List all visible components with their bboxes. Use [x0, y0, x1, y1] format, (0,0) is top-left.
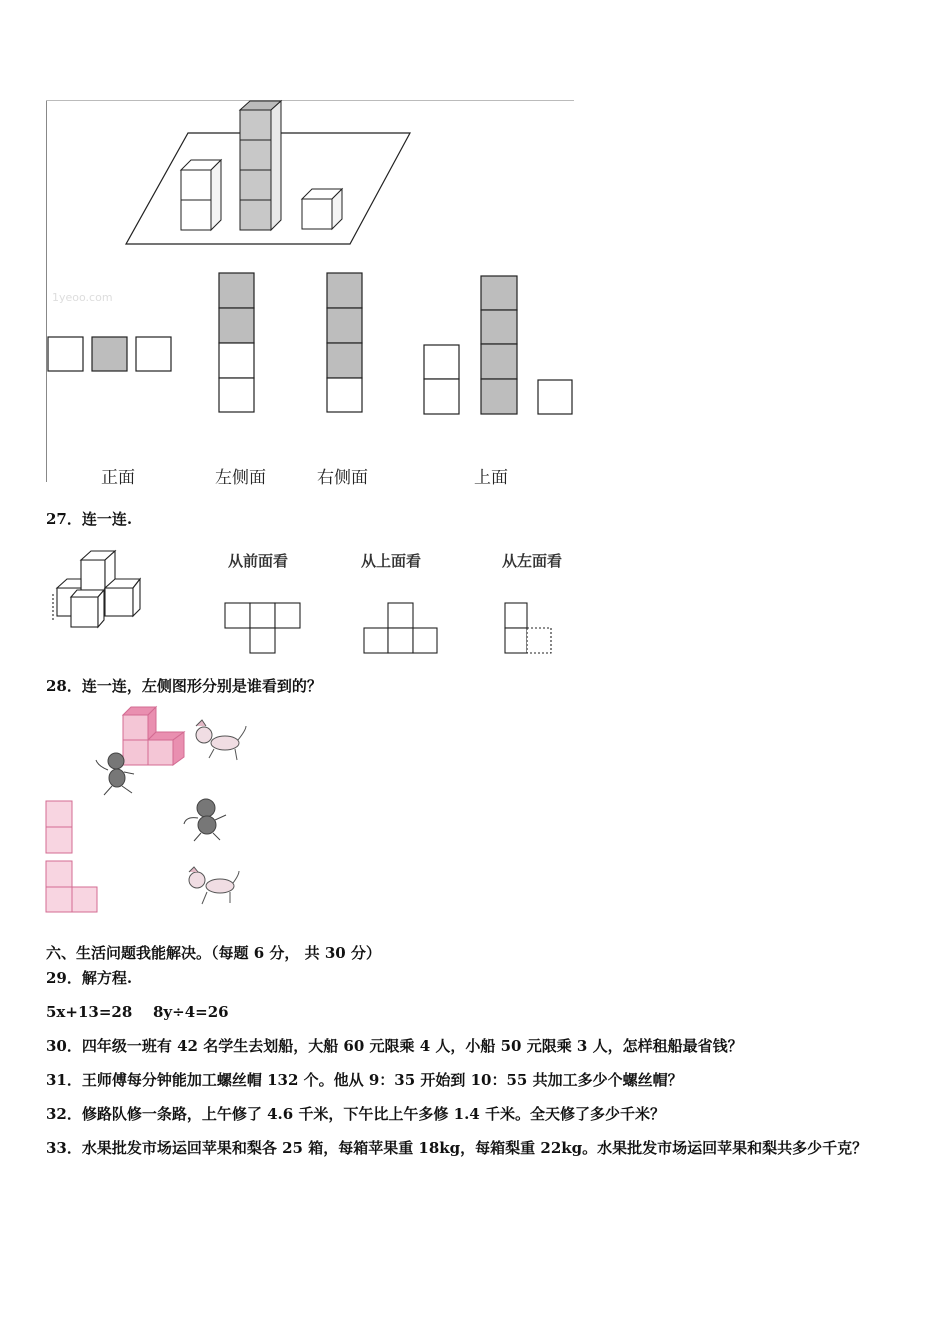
equation-1: 5x+13=28 [46, 1003, 133, 1021]
pink-cube-structure [123, 707, 184, 765]
question-32: 32．修路队修一条路，上午修了 4.6 千米，下午比上午多修 1.4 千米。全天修了多少千米？ [46, 1105, 665, 1123]
monkey-icon-2 [184, 799, 226, 841]
q27-label-front: 从前面看 [228, 552, 289, 570]
watermark-text: 1yeoo.com [52, 291, 113, 304]
question-27: 27．连一连. [46, 510, 133, 528]
question-31: 31．王师傅每分钟能加工螺丝帽 132 个。他从 9：35 开始到 10：55 共加工多少个螺丝帽？ [46, 1071, 683, 1089]
section-6-heading: 六、生活问题我能解决。（每题 6 分， 共 30 分） [46, 944, 381, 962]
pink-view-vertical [46, 801, 72, 853]
dog-icon [196, 720, 246, 760]
q27-label-top: 从上面看 [361, 552, 422, 570]
question-28: 28．连一连，左侧图形分别是谁看到的？ [46, 677, 322, 695]
label-front: 正面 [101, 468, 135, 488]
pink-view-l-shape [46, 861, 97, 912]
question-29: 29．解方程. [46, 969, 133, 987]
question-30: 30．四年级一班有 42 名学生去划船，大船 60 元限乘 4 人，小船 50 元限乘 3 人，怎样租船最省钱？ [46, 1037, 743, 1055]
q27-label-left: 从左面看 [502, 552, 563, 570]
label-top: 上面 [474, 468, 508, 488]
equation-2: 8y÷4=26 [153, 1003, 229, 1021]
label-right-side: 右侧面 [317, 468, 368, 488]
dog-icon-2 [189, 867, 239, 904]
question-33: 33．水果批发市场运回苹果和梨各 25 箱，每箱苹果重 18kg，每箱梨重 22kg。水果批发市场运回苹果和梨共多少千克？ [46, 1139, 868, 1157]
label-left-side: 左侧面 [215, 468, 266, 488]
